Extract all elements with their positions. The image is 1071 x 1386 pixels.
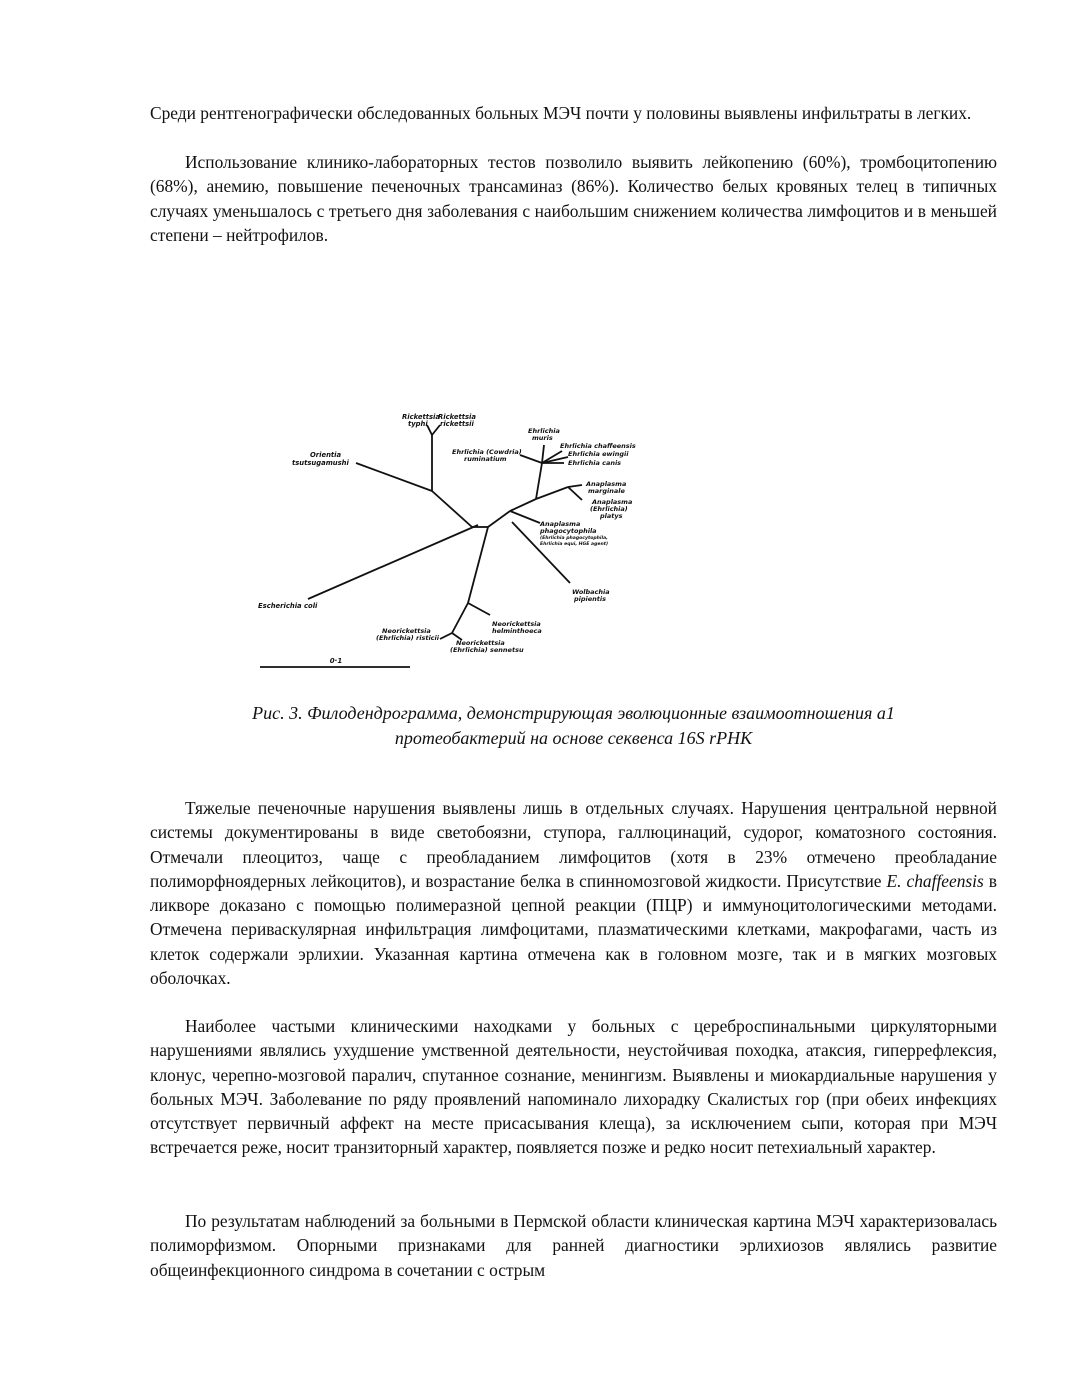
label-rickettsia-rickettsii-genus: Rickettsia [438,413,476,421]
label-orientia-species: tsutsugamushi [292,459,349,467]
label-anaplasma-phagocytophila-genus: Anaplasma [540,520,581,528]
label-neorickettsia-sennetsu-genus: Neorickettsia [456,639,505,647]
branch-ehrlichia-clade [536,463,542,499]
branch-e-muris [542,445,544,463]
label-anaplasma-phagocytophila-synonym-1: (Ehrlichia phagocytophila, [540,536,608,541]
label-wolbachia-species: pipientis [574,595,607,603]
label-neorickettsia-risticii-species: (Ehrlichia) risticii [376,634,439,642]
branch-anaplasma-clade [536,487,568,499]
branch-cowdria [520,455,542,463]
branch-n-risticii [440,633,452,639]
branch-a-platys [568,487,582,500]
paragraph-perm-observations: По результатам наблюдений за больными в Пермской области клиническая картина МЭЧ характеризовалась полиморфизмом. Опорными признаками для ранней диагностики эрлихиозов являлись развитие общеинфекционного синдрома в сочетании с острым [150,1211,997,1280]
label-neorickettsia-risticii-genus: Neorickettsia [382,627,431,635]
label-rickettsia-rickettsii-species: rickettsii [440,420,474,428]
label-neorickettsia-helminthoeca-species: helminthoeca [492,627,542,635]
paragraph-clinical-findings: Наиболее частыми клиническими находками у больных с цереброспинальными циркуляторными нарушениями являлись ухудшение умственной деятельности, неустойчивая походка, атаксия, гиперрефлексия, клонус, черепно-мозговой паралич, спутанное сознание, менингизм. Выявлены и миокардиальные нарушения у больных МЭЧ. Заболевание по ряду проявлений напоминало лихорадку Скалистых гор (при обеих инфекциях отсутствует первичный аффект на месте присасывания клеща), за исключением сыпи, которая при МЭЧ встречается реже, носит транзиторный характер, появляется позже и редко носит петехиальный характер. [150,1016,997,1158]
label-rickettsia-typhi-genus: Rickettsia [402,413,440,421]
label-ehrlichia-ewingii: Ehrlichia ewingii [568,450,629,458]
branch-ehrlichia-stem [510,499,536,511]
branch-r-rickettsii [432,425,440,435]
branch-orientia [356,463,432,491]
scale-bar-label: 0·1 [329,657,343,665]
label-neorickettsia-helminthoeca-genus: Neorickettsia [492,620,541,628]
branch-anaplasmataceae [488,511,510,527]
figure-caption-line-1: Рис. 3. Филодендрограмма, демонстрирующая эволюционные взаимоотношения a1 [252,703,895,723]
label-anaplasma-platys-synonym: (Ehrlichia) [590,505,628,513]
label-anaplasma-marginale-species: marginale [588,487,625,495]
label-anaplasma-phagocytophila-synonym-2: Ehrlichia equi, HGE agent) [540,542,609,547]
label-orientia-genus: Orientia [310,451,342,459]
label-ehrlichia-chaffeensis: Ehrlichia chaffeensis [560,442,636,450]
branch-escherichia-coli [308,525,478,599]
paragraph-infiltrates: Среди рентгенографически обследованных больных МЭЧ почти у половины выявлены инфильтраты в легких. [150,103,972,123]
branch-a-phagocytophila [510,511,540,523]
figure-caption [150,701,997,751]
label-ehrlichia-muris-species: muris [532,434,553,442]
branch-a-marginale [568,485,582,487]
branch-r-typhi [427,425,432,435]
species-name-e-chaffeensis: E. chaffeensis [886,870,984,891]
label-anaplasma-platys-genus: Anaplasma [592,498,633,506]
label-ehrlichia-muris-genus: Ehrlichia [528,427,560,435]
paragraph-lab-tests: Использование клинико-лабораторных тестов позволило выявить лейкопению (60%), тромбоцитопению (68%), анемию, повышение печеночных трансаминаз (86%). Количество белых кровяных телец в типичных случаях уменьшалось с третьего дня заболевания с наибольшим снижением количества лимфоцитов и в меньшей степени – нейтрофилов. [150,152,997,245]
branch-n-helminthoeca [468,603,490,615]
phylogenetic-tree-figure [250,405,650,675]
paragraph-cns-disorders [150,796,997,990]
label-cowdria-genus: Ehrlichia (Cowdria) [452,448,522,456]
phylogenetic-tree [250,405,650,675]
label-neorickettsia-sennetsu-species: (Ehrlichia) sennetsu [450,646,524,654]
branch-n-risticii-sennetsu [452,603,468,633]
branch-rickettsia-clade [432,491,472,527]
label-anaplasma-marginale-genus: Anaplasma [586,480,627,488]
label-anaplasma-phagocytophila-species: phagocytophila [540,527,597,535]
label-wolbachia-genus: Wolbachia [572,588,610,596]
paragraph-cns-text-2: в ликворе доказано с помощью полимеразной цепной реакции (ПЦР) и иммуноцитологическими методами. Отмечена периваскулярная инфильтрация лимфоцитами, плазматическими клетками, макрофагами, часть из клеток содержали эрлихии. Указанная картина отмечена как в головном мозге, так и в мягких мозговых оболочках. [150,870,998,989]
label-cowdria-species: ruminatium [464,455,507,463]
branch-neorickettsia-stem [468,527,488,603]
label-escherichia-coli: Escherichia coli [258,602,318,610]
label-ehrlichia-canis: Ehrlichia canis [568,459,622,467]
label-anaplasma-platys-species: platys [600,512,623,520]
label-rickettsia-typhi-species: typhi [408,420,428,428]
figure-caption-line-2: протеобактерий на основе секвенса 16S rРНК [394,728,753,748]
paragraph-cns-text-1: Тяжелые печеночные нарушения выявлены лишь в отдельных случаях. Нарушения центральной нервной системы документированы в виде светобоязни, ступора, галлюцинаций, судорог, коматозного состояния. Отмечали плеоцитоз, чаще с преобладанием лимфоцитов (хотя в 23% отмечено преобладание полиморфноядерных лейкоцитов), и возрастание белка в спинномозговой жидкости. Присутствие [150,798,997,891]
